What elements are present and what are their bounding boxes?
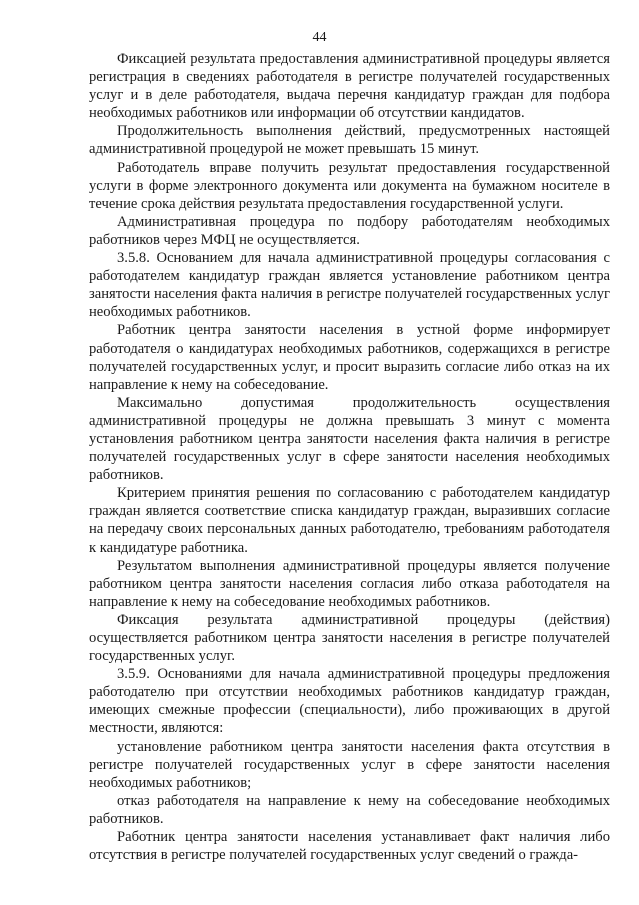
paragraph: Административная процедура по подбору работодателям необходимых работников через МФЦ не осуществляется. bbox=[89, 213, 610, 248]
paragraph: Результатом выполнения административной процедуры является получение работником центра занятости населения согласия либо отказа работодателя на направление к нему на собеседование необходимых работников. bbox=[89, 557, 610, 610]
document-body bbox=[89, 50, 610, 864]
paragraph: Продолжительность выполнения действий, предусмотренных настоящей административной процедурой не может превышать 15 минут. bbox=[89, 123, 610, 158]
paragraph: установление работником центра занятости населения факта отсутствия в регистре получателей государственных услуг в сфере занятости населения необходимых работников; bbox=[89, 738, 610, 791]
paragraph: Фиксацией результата предоставления административной процедуры является регистрация в сведениях работодателя в регистре получателей государственных услуг и в деле работодателя, выдача перечня кандидатур граждан для подбора необходимых работников или информации об отсутствии кандидатов. bbox=[89, 51, 610, 122]
paragraph: 3.5.8. Основанием для начала административной процедуры согласования с работодателем кандидатур граждан является установление работником центра занятости населения факта наличия в регистре получателей государственных услуг необходимых работников. bbox=[89, 250, 610, 321]
paragraph: Критерием принятия решения по согласованию с работодателем кандидатур граждан является соответствие списка кандидатур граждан, выразивших согласие на передачу своих персональных данных работодателю, требованиям работодателя к кандидатуре работника. bbox=[89, 485, 610, 556]
paragraph: отказ работодателя на направление к нему на собеседование необходимых работников. bbox=[89, 792, 610, 827]
paragraph: Работник центра занятости населения устанавливает факт наличия либо отсутствия в регистре получателей государственных услуг сведений о гражда- bbox=[89, 829, 610, 864]
paragraph: 3.5.9. Основаниями для начала административной процедуры предложения работодателю при отсутствии необходимых работников кандидатур граждан, имеющих смежные профессии (специальности), либо проживающих в другой местности, являются: bbox=[89, 666, 610, 737]
page-number: 44 bbox=[312, 30, 327, 45]
paragraph: Работодатель вправе получить результат предоставления государственной услуги в форме электронного документа или документа на бумажном носителе в течение срока действия результата предоставления государственной услуги. bbox=[89, 159, 610, 212]
paragraph: Максимально допустимая продолжительность осуществления административной процедуры не должна превышать 3 минут с момента установления работником центра занятости населения факта наличия в регистре получателей государственных услуг в сфере занятости населения необходимых работников. bbox=[89, 394, 610, 484]
paragraph: Фиксация результата административной процедуры (действия) осуществляется работником центра занятости населения в регистре получателей государственных услуг. bbox=[89, 611, 610, 665]
paragraph: Работник центра занятости населения в устной форме информирует работодателя о кандидатурах необходимых работников, содержащихся в регистре получателей государственных услуг, и просит выразить согласие либо отказ на их направление к нему на собеседование. bbox=[89, 322, 610, 393]
